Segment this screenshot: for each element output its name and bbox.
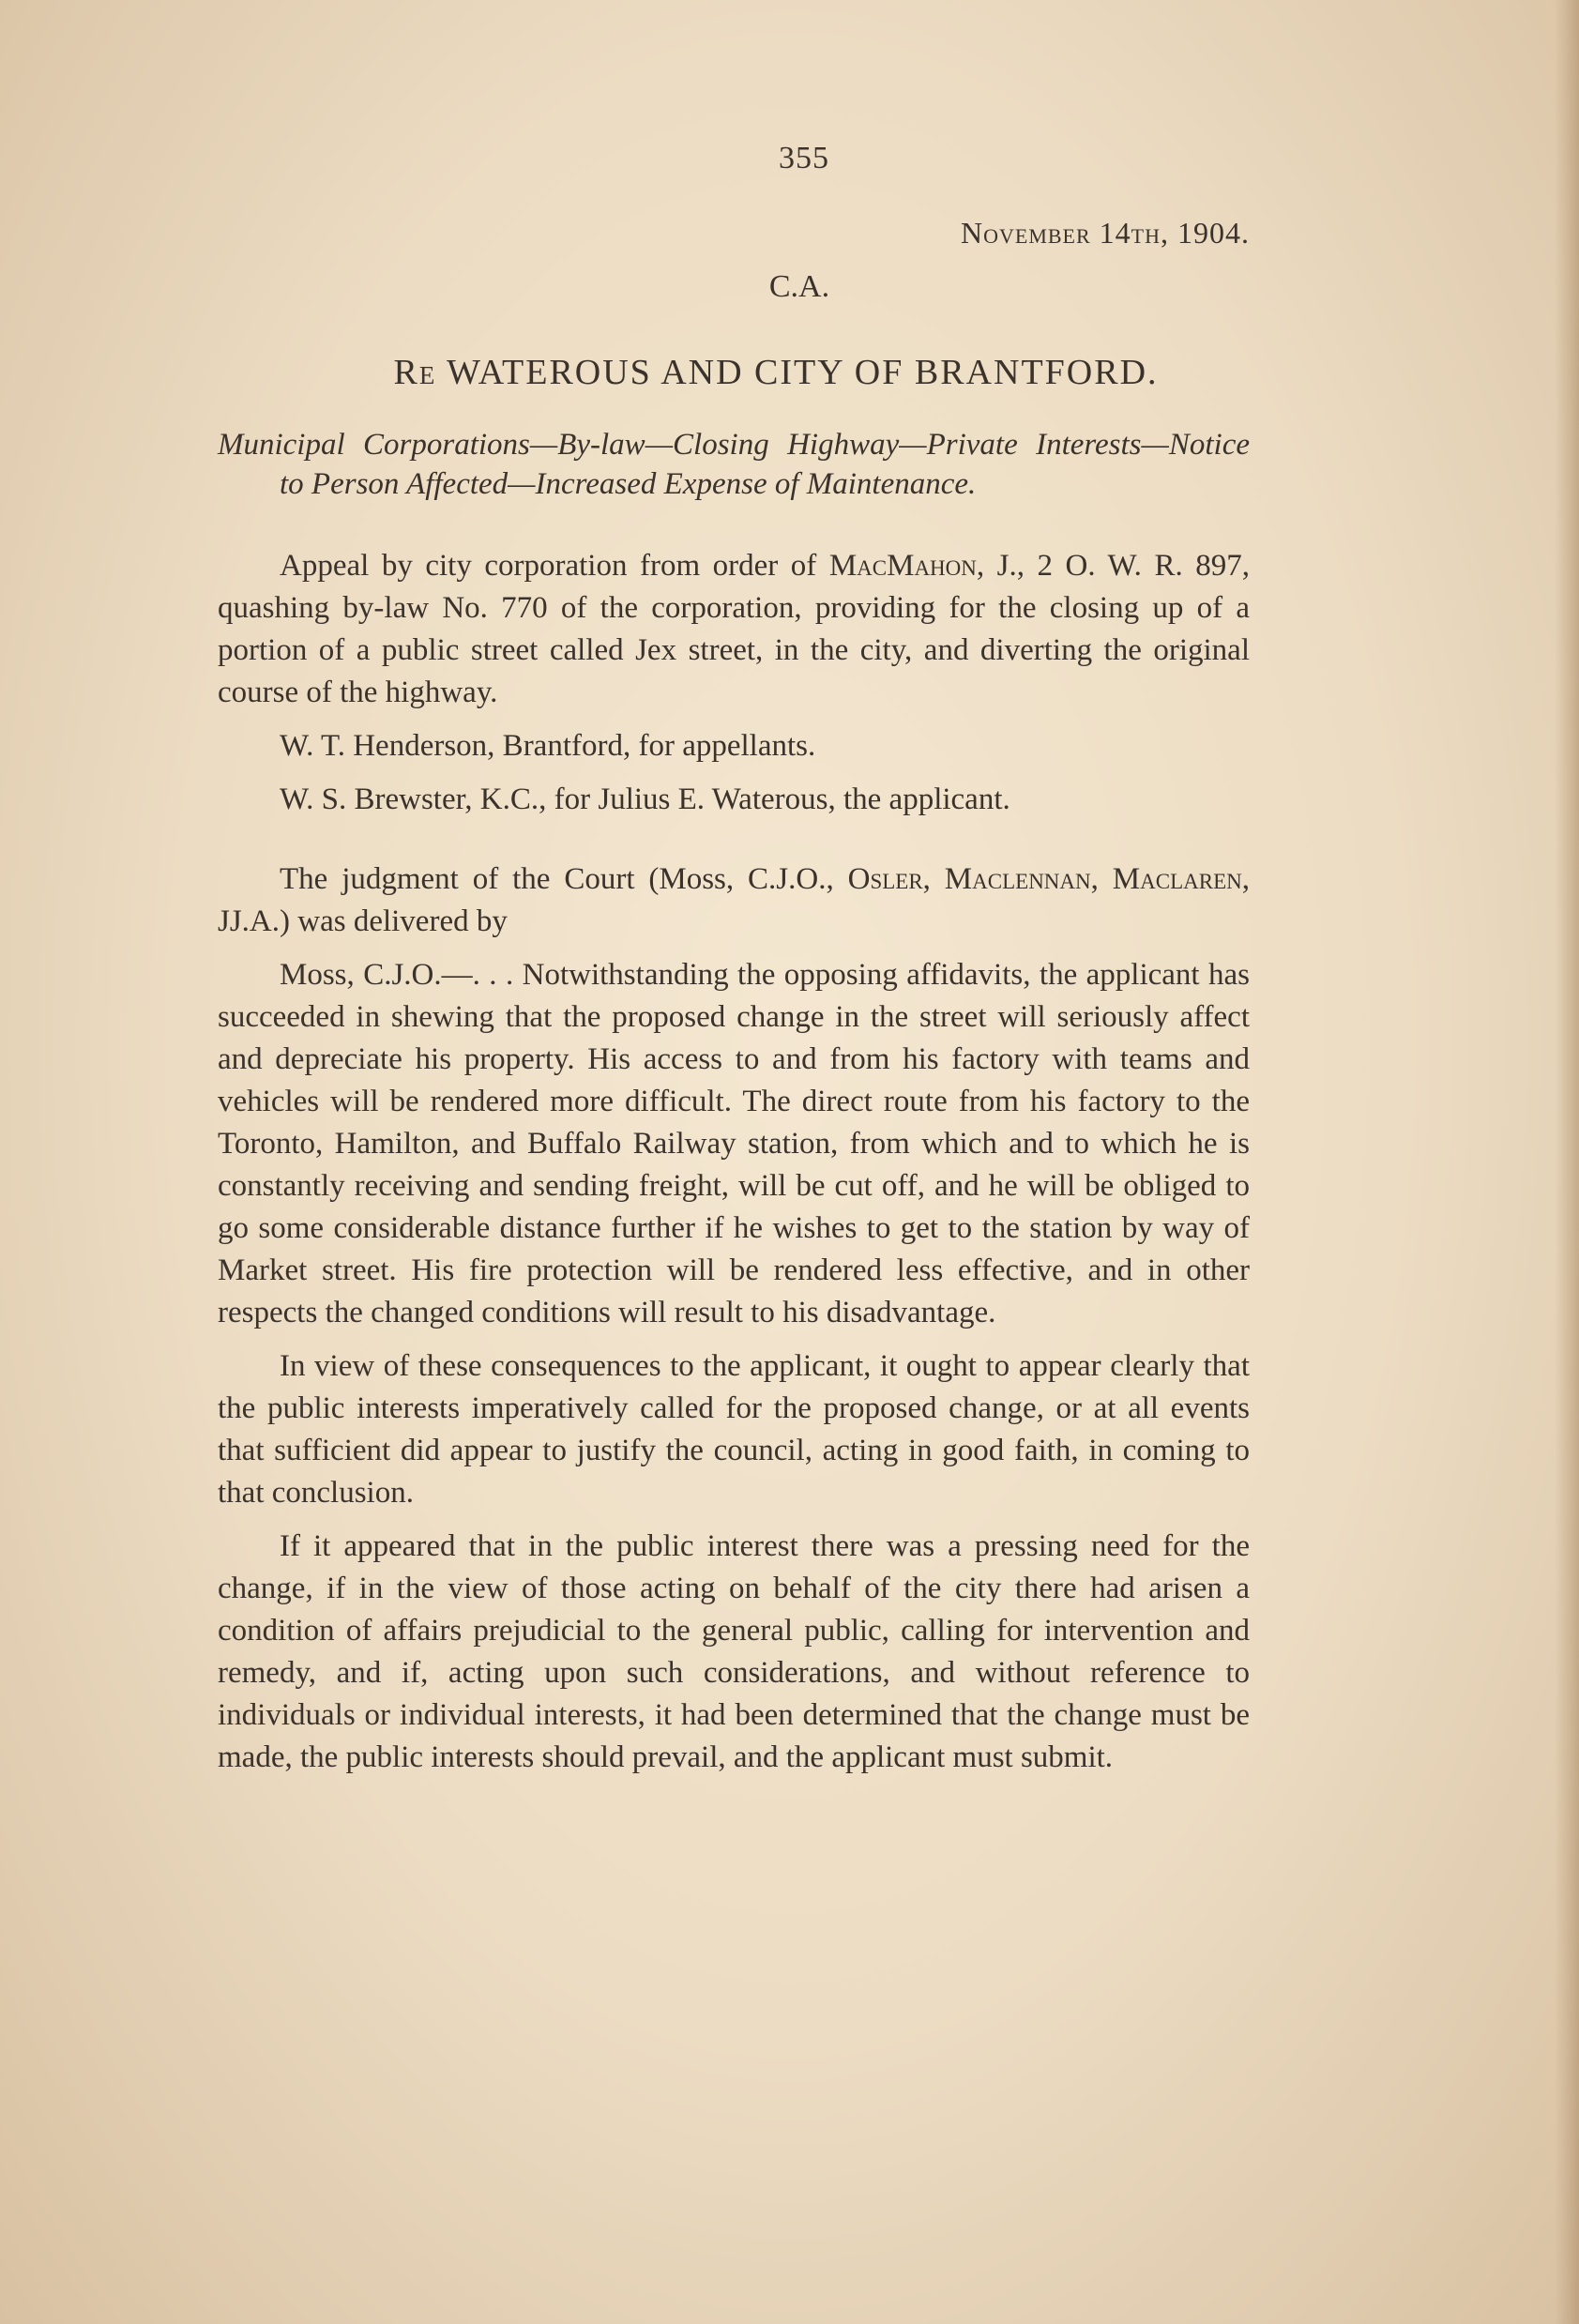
judgment-delivery: The judgment of the Court (Moss, C.J.O., Osler, Maclennan, Maclaren, JJ.A.) was delivered by	[218, 862, 1250, 938]
opinion-paragraph-2: In view of these consequences to the applicant, it ought to appear clearly that the public interests imperatively called for the proposed change, or at all events that sufficient did appear to justify the council, acting in good faith, in coming to that conclusion.	[218, 1349, 1250, 1510]
case-title	[218, 352, 1250, 393]
counsel-applicant: W. S. Brewster, K.C., for Julius E. Waterous, the applicant.	[280, 782, 1010, 816]
appeal-paragraph: Appeal by city corporation from order of MacMahon, J., 2 O. W. R. 897, quashing by-law No. 770 of the corporation, providing for the closing up of a portion of a public street called Jex street, in the city, and diverting the original course of the highway.	[218, 549, 1250, 709]
opinion-paragraph-3: If it appeared that in the public interest there was a pressing need for the change, if in the view of those acting on behalf of the city there had arisen a condition of affairs prejudicial to the general public, calling for intervention and remedy, and if, acting upon such considerations, and without reference to individuals or individual interests, it had been determined that the change must be made, the public interests should prevail, and the applicant must submit.	[218, 1529, 1250, 1774]
case-title-parties: WATEROUS AND CITY OF BRANTFORD.	[447, 353, 1159, 392]
headnote: Municipal Corporations—By-law—Closing Highway—Private Interests—Notice to Person Affected—Increased Expense of Maintenance.	[218, 428, 1250, 501]
counsel-appellants: W. T. Henderson, Brantford, for appellants.	[280, 729, 816, 763]
document-page	[218, 141, 1250, 1790]
page-edge-shadow	[1555, 0, 1579, 2324]
decision-date: November 14th, 1904.	[961, 216, 1250, 250]
page-number: 355	[779, 141, 829, 175]
judges-names: Osler, Maclennan, Maclaren	[847, 862, 1242, 896]
case-title-prefix: Re	[393, 353, 437, 392]
court-abbreviation: C.A.	[768, 269, 830, 304]
appeal-judge: MacMahon	[828, 549, 977, 583]
opinion-paragraph-1: Moss, C.J.O.—. . . Notwithstanding the opposing affidavits, the applicant has succeeded in shewing that the proposed change in the street will seriously affect and depreciate his property. His access to and from his factory with teams and vehicles will be rendered more difficult. The direct route from his factory to the Toronto, Hamilton, and Buffalo Railway station, from which and to which he is constantly receiving and sending freight, will be cut off, and he will be obliged to go some considerable distance further if he wishes to get to the station by way of Market street. His fire protection will be rendered less effective, and in other respects the changed conditions will result to his disadvantage.	[218, 958, 1250, 1329]
